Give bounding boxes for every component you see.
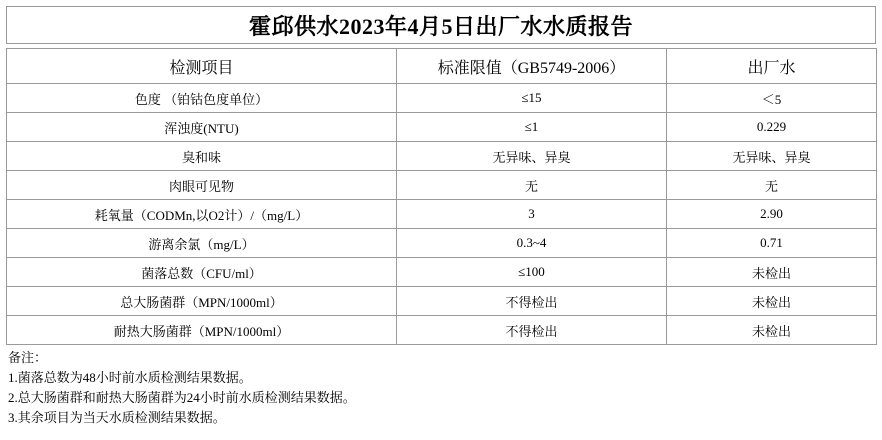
cell-effluent-water: 2.90 bbox=[667, 200, 877, 229]
report-title-band bbox=[6, 6, 876, 44]
cell-standard-limit: 0.3~4 bbox=[397, 229, 667, 258]
cell-effluent-water: 未检出 bbox=[667, 316, 877, 345]
note-line: 2.总大肠菌群和耐热大肠菌群为24小时前水质检测结果数据。 bbox=[8, 390, 356, 405]
cell-standard-limit: ≤15 bbox=[397, 84, 667, 113]
table-row bbox=[7, 258, 877, 287]
column-header-item: 检测项目 bbox=[7, 49, 397, 84]
page-title: 霍邱供水2023年4月5日出厂水水质报告 bbox=[248, 13, 633, 39]
table-row bbox=[7, 142, 877, 171]
cell-standard-limit: 无 bbox=[397, 171, 667, 200]
cell-effluent-water: 未检出 bbox=[667, 287, 877, 316]
cell-standard-limit: 3 bbox=[397, 200, 667, 229]
cell-item: 游离余氯（mg/L） bbox=[7, 229, 397, 258]
cell-effluent-water: ＜5 bbox=[667, 84, 877, 113]
cell-item: 浑浊度(NTU) bbox=[7, 113, 397, 142]
table-row bbox=[7, 84, 877, 113]
table-row bbox=[7, 113, 877, 142]
cell-effluent-water: 0.229 bbox=[667, 113, 877, 142]
table-row bbox=[7, 171, 877, 200]
table-header-row bbox=[7, 49, 877, 84]
note-line: 3.其余项目为当天水质检测结果数据。 bbox=[8, 410, 226, 425]
cell-item: 肉眼可见物 bbox=[7, 171, 397, 200]
cell-item: 总大肠菌群（MPN/1000ml） bbox=[7, 287, 397, 316]
table-row bbox=[7, 200, 877, 229]
cell-item: 耗氧量（CODMn,以O2计）/（mg/L） bbox=[7, 200, 397, 229]
cell-standard-limit: 无异味、异臭 bbox=[397, 142, 667, 171]
water-quality-table bbox=[6, 48, 877, 345]
cell-item: 色度 （铂钴色度单位） bbox=[7, 84, 397, 113]
cell-effluent-water: 无 bbox=[667, 171, 877, 200]
cell-effluent-water: 未检出 bbox=[667, 258, 877, 287]
column-header-standard-limit: 标准限值（GB5749-2006） bbox=[397, 49, 667, 84]
cell-effluent-water: 0.71 bbox=[667, 229, 877, 258]
table-row bbox=[7, 316, 877, 345]
cell-item: 耐热大肠菌群（MPN/1000ml） bbox=[7, 316, 397, 345]
cell-standard-limit: 不得检出 bbox=[397, 287, 667, 316]
table-row bbox=[7, 287, 877, 316]
cell-standard-limit: 不得检出 bbox=[397, 316, 667, 345]
table-row bbox=[7, 229, 877, 258]
column-header-effluent-water: 出厂水 bbox=[667, 49, 877, 84]
cell-standard-limit: ≤100 bbox=[397, 258, 667, 287]
cell-standard-limit: ≤1 bbox=[397, 113, 667, 142]
note-line: 1.菌落总数为48小时前水质检测结果数据。 bbox=[8, 370, 252, 385]
cell-item: 菌落总数（CFU/ml） bbox=[7, 258, 397, 287]
notes-section bbox=[8, 348, 868, 428]
notes-label: 备注： bbox=[8, 350, 48, 365]
cell-item: 臭和味 bbox=[7, 142, 397, 171]
cell-effluent-water: 无异味、异臭 bbox=[667, 142, 877, 171]
